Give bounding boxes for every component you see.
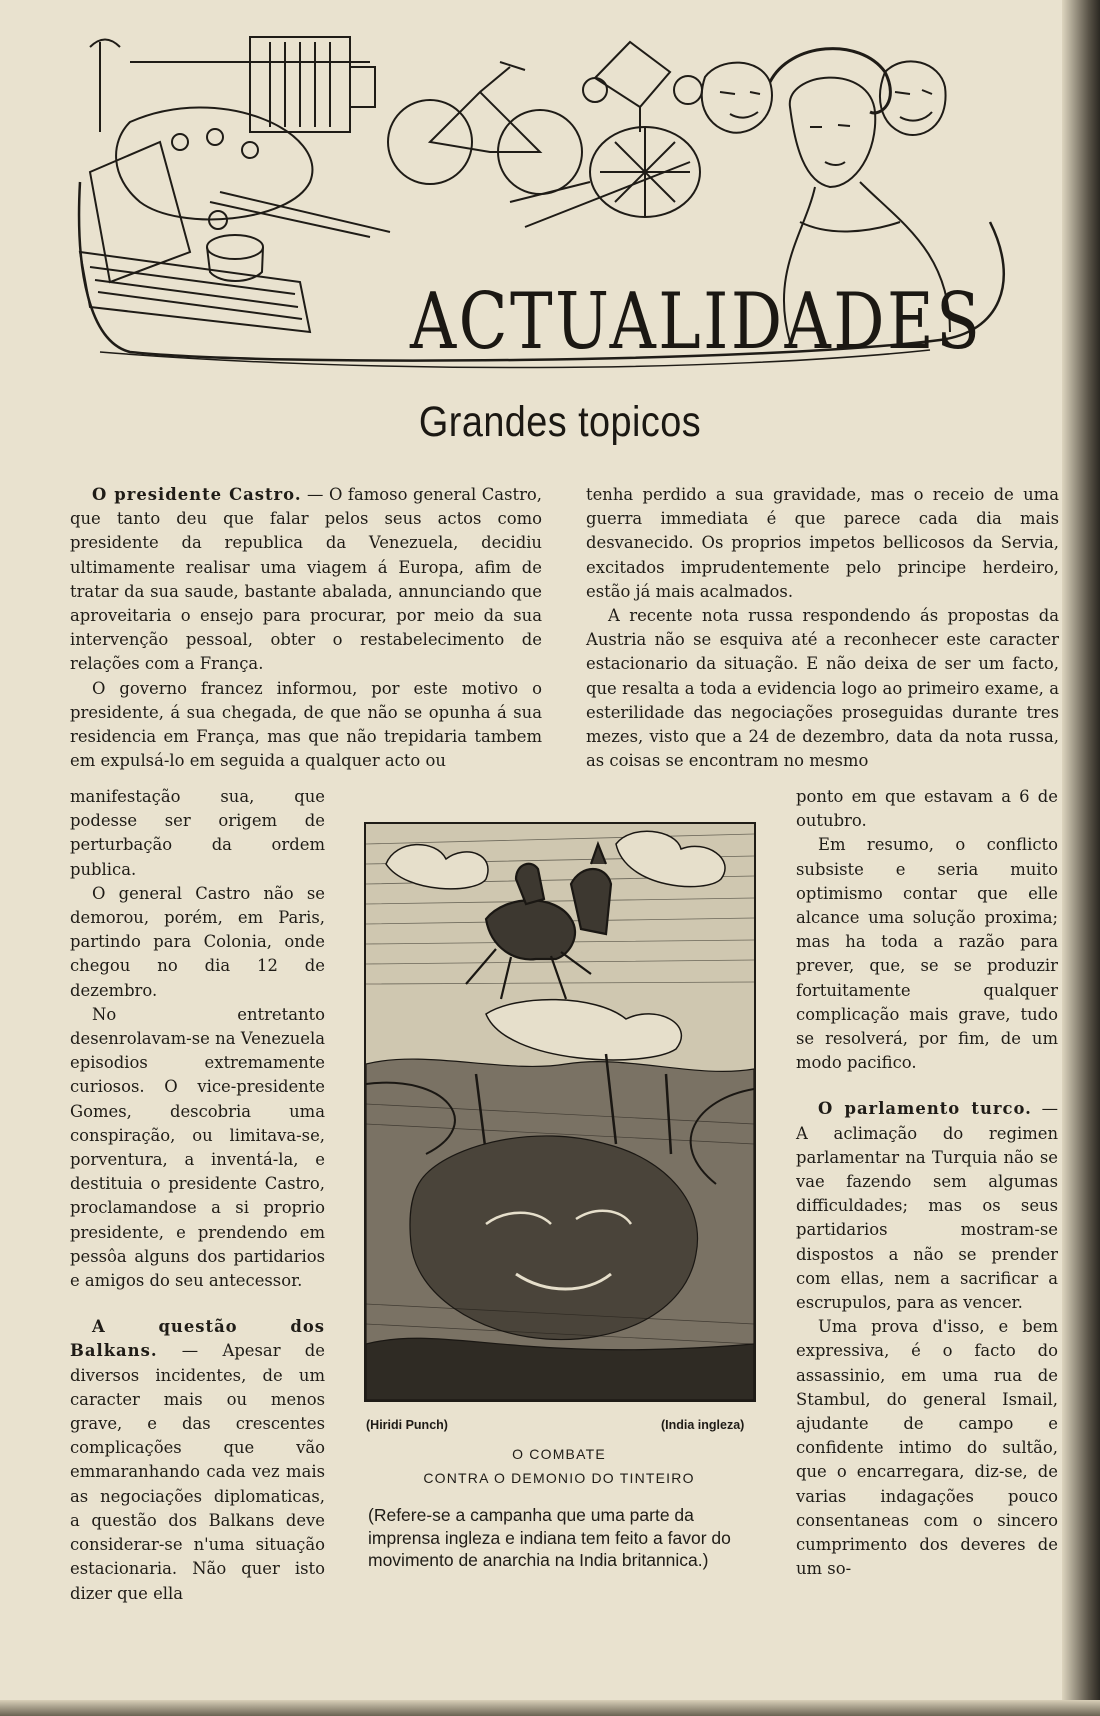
caption-title-line2: CONTRA O DEMONIO DO TINTEIRO bbox=[423, 1470, 695, 1486]
credit-source: (Hiridi Punch) bbox=[366, 1418, 448, 1432]
page-edge-shadow bbox=[1062, 0, 1100, 1716]
column-left-bottom bbox=[70, 785, 325, 1606]
paragraph-balkans bbox=[70, 1315, 325, 1605]
heading-turco: O parlamento turco. bbox=[818, 1099, 1032, 1119]
credit-origin: (India ingleza) bbox=[661, 1418, 745, 1432]
text-castro: — O famoso general Castro, que tanto deu que falar pelos seus actos como presidente da republica da Venezuela, decidiu ultimamente realisar uma viagem á Europa, afim de tratar da sua saude, bastante abalada, annunciando que aproveitaria o ensejo para procurar, por meio da sua intervenção pessoal, obter o restabelecimento de relações com a França. bbox=[70, 485, 542, 674]
cartoon-illustration bbox=[364, 822, 756, 1402]
column-right-top bbox=[586, 483, 1059, 773]
paragraph-governo: O governo francez informou, por este motivo o presidente, á sua chegada, de que não se opunha á sua residencia em França, mas que não trepidaria tambem em expulsá-lo em seguida a qualquer acto ou bbox=[70, 678, 542, 771]
paragraph-castro bbox=[70, 483, 542, 677]
paragraph-nota-russa: A recente nota russa respondendo ás propostas da Austria não se esquiva até a reconhecer este caracter estacionario da situação. E não deixa de ser um facto, que resalta a toda a evidencia logo ao primeiro exame, a esterilidade das negociações proseguidas durante tres mezes, visto que a 24 de dezembro, data da nota russa, as coisas se encontram no mesmo bbox=[586, 606, 1059, 771]
caption-text: (Refere-se a campanha que uma parte da imprensa ingleza e indiana tem feito a favor do movimento de anarchia na India britannica.) bbox=[368, 1505, 731, 1570]
paragraph-paris: O general Castro não se demorou, porém, em Paris, partindo para Colonia, onde chegou no dia 12 de dezembro. bbox=[70, 883, 325, 1000]
cartoon-drawing bbox=[366, 824, 754, 1400]
paragraph-resumo: Em resumo, o conflicto subsiste e seria muito optimismo contar que elle alcance uma solução proxima; mas ha toda a razão para prever, que, se se produzir fortuitamente qualquer complicação mais grave, tudo se resolverá, por fim, de um modo pacifico. bbox=[796, 835, 1058, 1073]
heading-balkans: A questão dos Balkans. bbox=[70, 1317, 325, 1361]
column-left-top bbox=[70, 483, 542, 773]
paragraph-turco bbox=[796, 1097, 1058, 1315]
caption-title-line1: O COMBATE bbox=[512, 1446, 606, 1462]
banner-title: ACTUALIDADES bbox=[410, 277, 983, 367]
section-title: Grandes topicos bbox=[418, 398, 702, 446]
header-banner bbox=[70, 22, 1055, 400]
heading-castro: O presidente Castro. bbox=[92, 485, 302, 504]
paragraph-gravidade: tenha perdido a sua gravidade, mas o receio de uma guerra immediata é que parece cada dia mais desvanecido. Os proprios impetos bellicosos da Servia, excitados imprudentemente pelo principe herdeiro, estão já mais acalmados. bbox=[586, 485, 1059, 601]
text-balkans: — Apesar de diversos incidentes, de um caracter mais ou menos grave, e das crescentes complicações que vão emmaranhando cada vez mais as negociações diplomaticas, a questão dos Balkans deve considerar-se n'uma situação estacionaria. Não quer isto dizer que ella bbox=[70, 1341, 325, 1603]
page-bottom-edge bbox=[0, 1700, 1100, 1716]
text-turco: — A aclimação do regimen parlamentar na Turquia não se vae fazendo sem algumas difficuldades; mas os seus partidarios mostram-se dispostos a não se prender com ellas, nem a sacrificar a escrupulos, para as vencer. bbox=[796, 1099, 1058, 1313]
paragraph-manifestacao: manifestação sua, que podesse ser origem de perturbação da ordem publica. bbox=[70, 787, 325, 879]
column-right-bottom bbox=[796, 785, 1058, 1582]
paragraph-venezuela: No entretanto desenrolavam-se na Venezuela episodios extremamente curiosos. O vice-presidente Gomes, descobria uma conspiração, ou limitava-se, porventura, a inventá-la, e destituia o presidente Castro, proclamandose a si proprio presidente, e prendendo em pessôa alguns dos partidarios e amigos do seu antecessor. bbox=[70, 1004, 325, 1291]
paragraph-outubro: ponto em que estavam a 6 de outubro. bbox=[796, 787, 1058, 831]
paragraph-ismail: Uma prova d'isso, e bem expressiva, é o facto do assassinio, em uma rua de Stambul, do general Ismail, ajudante de campo e confidente intimo do sultão, que o encarregara, diz-se, de varias indagações pouco consentaneas com o sincero cumprimento dos deveres de um so- bbox=[796, 1317, 1058, 1579]
